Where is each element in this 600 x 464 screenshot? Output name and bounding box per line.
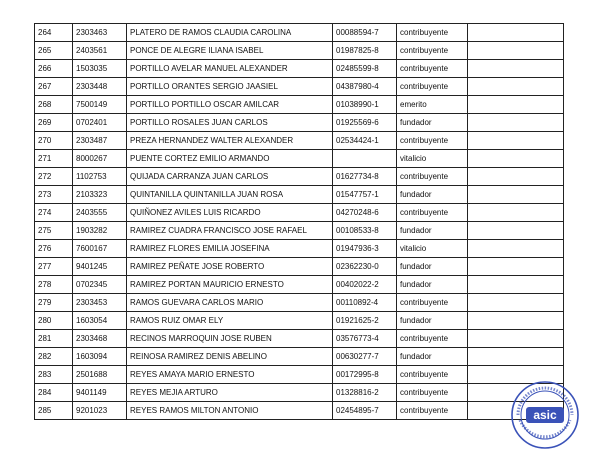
member-code-cell: 8000267 [73, 150, 127, 168]
table-row [35, 204, 564, 222]
member-name-cell: REYES AMAYA MARIO ERNESTO [127, 366, 333, 384]
member-name-cell: QUIJADA CARRANZA JUAN CARLOS [127, 168, 333, 186]
member-name-cell: PONCE DE ALEGRE ILIANA ISABEL [127, 42, 333, 60]
member-code-cell: 2501688 [73, 366, 127, 384]
member-table [34, 23, 564, 420]
member-code-cell: 2303453 [73, 294, 127, 312]
member-code-cell: 2303448 [73, 78, 127, 96]
member-name-cell: PORTILLO AVELAR MANUEL ALEXANDER [127, 60, 333, 78]
table-row [35, 222, 564, 240]
empty-cell [468, 330, 564, 348]
nit-cell: 01921625-2 [333, 312, 397, 330]
member-code-cell: 2403561 [73, 42, 127, 60]
status-cell: contribuyente [397, 78, 468, 96]
empty-cell [468, 240, 564, 258]
member-name-cell: REINOSA RAMIREZ DENIS ABELINO [127, 348, 333, 366]
member-code-cell: 0702401 [73, 114, 127, 132]
nit-cell: 01328816-2 [333, 384, 397, 402]
status-cell: contribuyente [397, 24, 468, 42]
nit-cell: 01038990-1 [333, 96, 397, 114]
table-row [35, 402, 564, 420]
table-row [35, 348, 564, 366]
member-name-cell: REYES RAMOS MILTON ANTONIO [127, 402, 333, 420]
member-code-cell: 1503035 [73, 60, 127, 78]
row-number-cell: 279 [35, 294, 73, 312]
row-number-cell: 265 [35, 42, 73, 60]
nit-cell: 00172995-8 [333, 366, 397, 384]
member-name-cell: PORTILLO ORANTES SERGIO JAASIEL [127, 78, 333, 96]
member-code-cell: 1903282 [73, 222, 127, 240]
nit-cell: 00088594-7 [333, 24, 397, 42]
table-row [35, 240, 564, 258]
nit-cell: 02362230-0 [333, 258, 397, 276]
status-cell: contribuyente [397, 402, 468, 420]
table-row [35, 60, 564, 78]
member-name-cell: PLATERO DE RAMOS CLAUDIA CAROLINA [127, 24, 333, 42]
member-name-cell: RAMOS GUEVARA CARLOS MARIO [127, 294, 333, 312]
member-name-cell: RAMIREZ PORTAN MAURICIO ERNESTO [127, 276, 333, 294]
nit-cell: 02454895-7 [333, 402, 397, 420]
member-name-cell: REYES MEJIA ARTURO [127, 384, 333, 402]
status-cell: contribuyente [397, 294, 468, 312]
row-number-cell: 285 [35, 402, 73, 420]
row-number-cell: 282 [35, 348, 73, 366]
empty-cell [468, 168, 564, 186]
member-code-cell: 2303487 [73, 132, 127, 150]
row-number-cell: 278 [35, 276, 73, 294]
row-number-cell: 277 [35, 258, 73, 276]
member-code-cell: 0702345 [73, 276, 127, 294]
nit-cell: 01627734-8 [333, 168, 397, 186]
table-row [35, 312, 564, 330]
empty-cell [468, 150, 564, 168]
status-cell: contribuyente [397, 132, 468, 150]
member-code-cell: 9401149 [73, 384, 127, 402]
member-code-cell: 7600167 [73, 240, 127, 258]
nit-cell: 00630277-7 [333, 348, 397, 366]
status-cell: fundador [397, 186, 468, 204]
table-row [35, 96, 564, 114]
table-row [35, 78, 564, 96]
member-name-cell: PORTILLO PORTILLO OSCAR AMILCAR [127, 96, 333, 114]
seal-logo-text: asic [533, 408, 557, 422]
member-code-cell: 1603094 [73, 348, 127, 366]
status-cell: fundador [397, 312, 468, 330]
nit-cell: 00402022-2 [333, 276, 397, 294]
member-code-cell: 2303463 [73, 24, 127, 42]
row-number-cell: 271 [35, 150, 73, 168]
empty-cell [468, 204, 564, 222]
status-cell: contribuyente [397, 384, 468, 402]
member-name-cell: RAMIREZ FLORES EMILIA JOSEFINA [127, 240, 333, 258]
table-row [35, 132, 564, 150]
row-number-cell: 281 [35, 330, 73, 348]
nit-cell: 04387980-4 [333, 78, 397, 96]
nit-cell: 00110892-4 [333, 294, 397, 312]
member-name-cell: PUENTE CORTEZ EMILIO ARMANDO [127, 150, 333, 168]
table-row [35, 258, 564, 276]
member-code-cell: 2303468 [73, 330, 127, 348]
row-number-cell: 269 [35, 114, 73, 132]
status-cell: contribuyente [397, 168, 468, 186]
status-cell: emerito [397, 96, 468, 114]
member-name-cell: QUIÑONEZ AVILES LUIS RICARDO [127, 204, 333, 222]
nit-cell: 03576773-4 [333, 330, 397, 348]
status-cell: contribuyente [397, 60, 468, 78]
nit-cell: 01947936-3 [333, 240, 397, 258]
row-number-cell: 268 [35, 96, 73, 114]
table-row [35, 168, 564, 186]
nit-cell [333, 150, 397, 168]
status-cell: fundador [397, 222, 468, 240]
nit-cell: 04270248-6 [333, 204, 397, 222]
status-cell: contribuyente [397, 366, 468, 384]
empty-cell [468, 312, 564, 330]
status-cell: fundador [397, 348, 468, 366]
status-cell: fundador [397, 276, 468, 294]
empty-cell [468, 60, 564, 78]
row-number-cell: 273 [35, 186, 73, 204]
seal-stamp [510, 380, 580, 450]
table-row [35, 330, 564, 348]
empty-cell [468, 132, 564, 150]
empty-cell [468, 186, 564, 204]
member-code-cell: 7500149 [73, 96, 127, 114]
member-code-cell: 2403555 [73, 204, 127, 222]
member-name-cell: QUINTANILLA QUINTANILLA JUAN ROSA [127, 186, 333, 204]
row-number-cell: 275 [35, 222, 73, 240]
empty-cell [468, 24, 564, 42]
member-code-cell: 2103323 [73, 186, 127, 204]
empty-cell [468, 276, 564, 294]
member-name-cell: RAMOS RUIZ OMAR ELY [127, 312, 333, 330]
table-row [35, 384, 564, 402]
empty-cell [468, 222, 564, 240]
member-name-cell: PORTILLO ROSALES JUAN CARLOS [127, 114, 333, 132]
status-cell: vitalicio [397, 150, 468, 168]
table-row [35, 276, 564, 294]
member-code-cell: 1102753 [73, 168, 127, 186]
member-code-cell: 9201023 [73, 402, 127, 420]
row-number-cell: 272 [35, 168, 73, 186]
status-cell: contribuyente [397, 42, 468, 60]
row-number-cell: 280 [35, 312, 73, 330]
table-row [35, 294, 564, 312]
empty-cell [468, 96, 564, 114]
row-number-cell: 267 [35, 78, 73, 96]
row-number-cell: 264 [35, 24, 73, 42]
nit-cell: 01987825-8 [333, 42, 397, 60]
status-cell: contribuyente [397, 330, 468, 348]
nit-cell: 00108533-8 [333, 222, 397, 240]
nit-cell: 01547757-1 [333, 186, 397, 204]
member-name-cell: RAMIREZ CUADRA FRANCISCO JOSE RAFAEL [127, 222, 333, 240]
member-name-cell: RAMIREZ PEÑATE JOSE ROBERTO [127, 258, 333, 276]
row-number-cell: 274 [35, 204, 73, 222]
empty-cell [468, 42, 564, 60]
table-row [35, 186, 564, 204]
nit-cell: 01925569-6 [333, 114, 397, 132]
row-number-cell: 283 [35, 366, 73, 384]
table-row [35, 366, 564, 384]
member-code-cell: 1603054 [73, 312, 127, 330]
nit-cell: 02534424-1 [333, 132, 397, 150]
empty-cell [468, 294, 564, 312]
row-number-cell: 276 [35, 240, 73, 258]
empty-cell [468, 78, 564, 96]
empty-cell [468, 348, 564, 366]
table-row [35, 114, 564, 132]
member-code-cell: 9401245 [73, 258, 127, 276]
status-cell: contribuyente [397, 204, 468, 222]
table-row [35, 24, 564, 42]
nit-cell: 02485599-8 [333, 60, 397, 78]
table-row [35, 42, 564, 60]
status-cell: fundador [397, 258, 468, 276]
member-table-body [35, 24, 564, 420]
status-cell: vitalicio [397, 240, 468, 258]
status-cell: fundador [397, 114, 468, 132]
member-name-cell: PREZA HERNANDEZ WALTER ALEXANDER [127, 132, 333, 150]
table-row [35, 150, 564, 168]
row-number-cell: 266 [35, 60, 73, 78]
empty-cell [468, 114, 564, 132]
row-number-cell: 270 [35, 132, 73, 150]
member-name-cell: RECINOS MARROQUIN JOSE RUBEN [127, 330, 333, 348]
row-number-cell: 284 [35, 384, 73, 402]
empty-cell [468, 258, 564, 276]
